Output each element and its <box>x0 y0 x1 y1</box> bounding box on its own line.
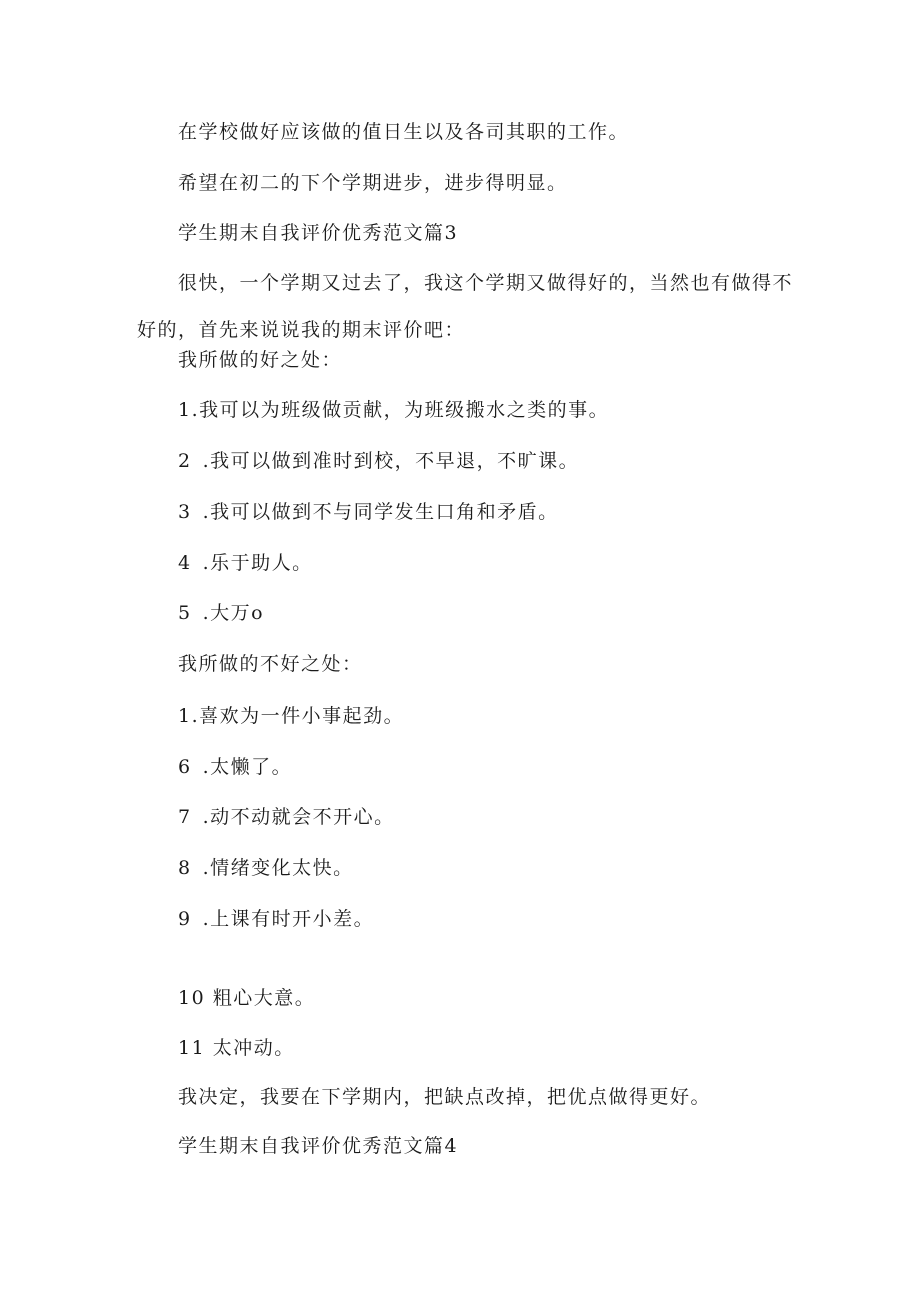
list-item: 9 .上课有时开小差。 <box>178 908 375 930</box>
list-item: 1.我可以为班级做贡献，为班级搬水之类的事。 <box>178 399 610 421</box>
paragraph-duty-work: 在学校做好应该做的值日生以及各司其职的工作。 <box>178 121 630 143</box>
list-item: 8 .情绪变化太快。 <box>178 857 354 879</box>
subheading-weaknesses: 我所做的不好之处： <box>178 653 363 675</box>
list-item: 4 .乐于助人。 <box>178 552 313 574</box>
paragraph-hope-progress: 希望在初二的下个学期进步，进步得明显。 <box>178 172 568 194</box>
list-item: 10 粗心大意。 <box>178 987 316 1009</box>
list-item: 11 太冲动。 <box>178 1037 295 1059</box>
paragraph-intro-line-1: 很快，一个学期又过去了，我这个学期又做得好的，当然也有做得不 <box>178 272 794 294</box>
paragraph-decision: 我决定，我要在下学期内，把缺点改掉，把优点做得更好。 <box>178 1086 712 1108</box>
list-item: 1.喜欢为一件小事起劲。 <box>178 705 405 727</box>
list-item: 5 .大万o <box>178 602 265 624</box>
list-item: 2 .我可以做到准时到校，不早退，不旷课。 <box>178 450 580 472</box>
list-item: 7 .动不动就会不开心。 <box>178 806 395 828</box>
paragraph-intro-line-2: 好的，首先来说说我的期末评价吧： <box>137 319 466 341</box>
list-item: 3 .我可以做到不与同学发生口角和矛盾。 <box>178 501 559 523</box>
list-item: 6 .太懒了。 <box>178 756 293 778</box>
subheading-strengths: 我所做的好之处： <box>178 349 343 371</box>
section-heading-4: 学生期末自我评价优秀范文篇4 <box>178 1135 459 1157</box>
section-heading-3: 学生期末自我评价优秀范文篇3 <box>178 222 459 244</box>
